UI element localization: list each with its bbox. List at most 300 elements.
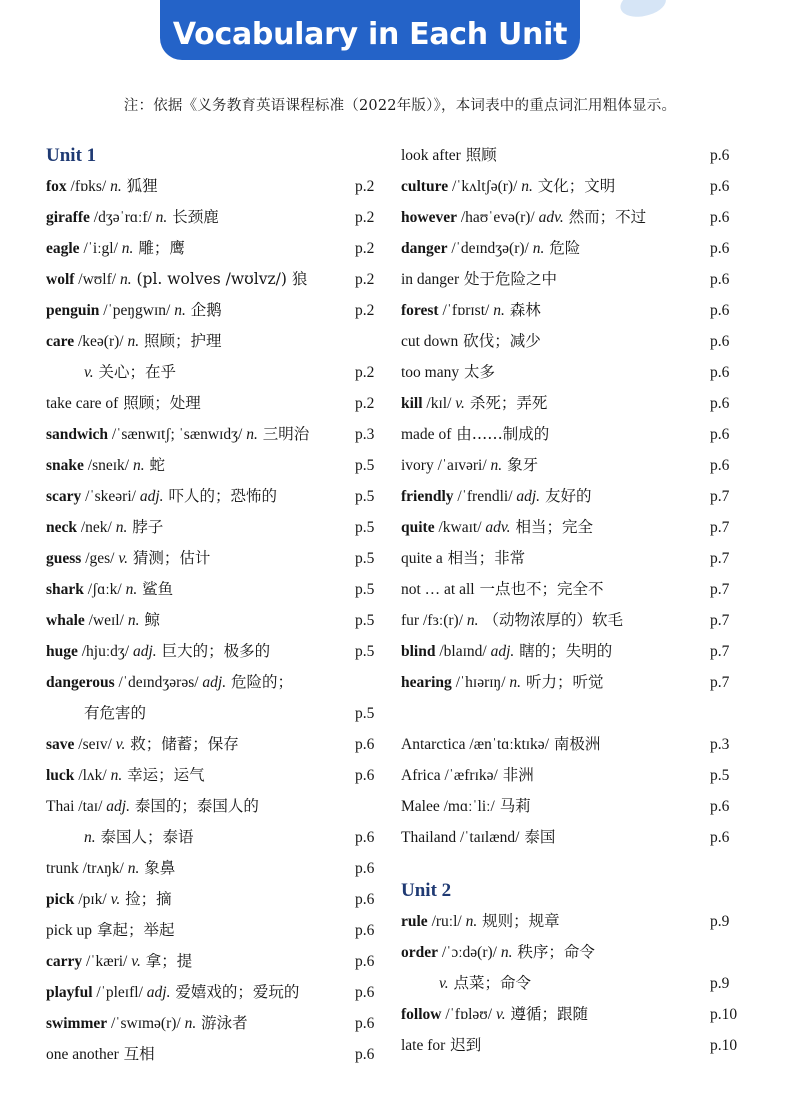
entry-phonetic: /ˈswɪmə(r)/: [107, 1015, 181, 1032]
entry-word: kill: [401, 395, 423, 412]
entry-word: cut down: [401, 333, 459, 350]
entry-meaning: 拿起；举起: [92, 921, 175, 939]
entry-meaning: 企鹅: [185, 301, 222, 319]
entry-page-number: p.7: [710, 488, 730, 505]
entry-meaning: 砍伐；减少: [458, 332, 541, 350]
vocabulary-entry: [46, 667, 401, 698]
entry-phonetic: /dʒəˈrɑːf/: [89, 209, 152, 226]
vocabulary-entry: [46, 977, 401, 1008]
entry-page-number: p.6: [710, 457, 730, 474]
entry-page-number: p.5: [355, 488, 375, 505]
entry-word: carry: [46, 953, 83, 970]
entry-word: culture: [401, 178, 449, 195]
entry-phonetic: /hjuːdʒ/: [77, 643, 130, 660]
entry-text: [46, 574, 355, 605]
entry-meaning: 泰国: [519, 828, 556, 846]
entry-word: made of: [401, 426, 452, 443]
vocabulary-entry: [46, 326, 401, 357]
entry-phonetic: /lʌk/: [74, 767, 107, 784]
entry-phonetic: /ʃɑːk/: [83, 581, 122, 598]
entry-meaning: 非洲: [497, 766, 534, 784]
vocabulary-entry: [46, 822, 401, 853]
entry-meaning: 鲨鱼: [137, 580, 174, 598]
entry-page-number: p.5: [355, 550, 375, 567]
vocabulary-entry: [401, 667, 756, 698]
entry-word: giraffe: [46, 209, 90, 226]
entry-part-of-speech: n.: [505, 674, 522, 691]
entry-text: [46, 512, 355, 543]
entry-page-number: p.6: [355, 1015, 375, 1032]
entry-part-of-speech: n.: [123, 333, 140, 350]
entry-meaning: （动物浓厚的）软毛: [478, 611, 623, 629]
entry-page-number: p.5: [355, 519, 375, 536]
entry-text: [46, 171, 355, 202]
entry-meaning: 迟到: [445, 1036, 482, 1054]
entry-part-of-speech: v.: [111, 736, 126, 753]
entry-text: [46, 667, 355, 698]
unit-heading-unit-2: Unit 2: [401, 880, 452, 901]
entry-page-number: p.7: [710, 550, 730, 567]
entry-word: shark: [46, 581, 84, 598]
entry-meaning: 文化；文明: [532, 177, 616, 195]
entry-word: scary: [46, 488, 82, 505]
entry-text: [46, 636, 355, 667]
entry-part-of-speech: adv.: [481, 519, 511, 536]
entry-word: late for: [401, 1037, 446, 1054]
vocabulary-entry: [401, 906, 756, 937]
entry-meaning: 蛇: [144, 456, 166, 474]
entry-part-of-speech: n.: [106, 767, 123, 784]
decorative-blob-icon: [617, 0, 668, 22]
entry-page-number: p.7: [710, 519, 730, 536]
vocabulary-entry: [46, 419, 401, 450]
vocabulary-entry: [401, 574, 756, 605]
entry-meaning: 照顾: [460, 146, 497, 164]
entry-part-of-speech: n.: [106, 178, 122, 195]
entry-text: [46, 450, 355, 481]
entry-phonetic: /blaɪnd/: [435, 643, 487, 660]
entry-text: [401, 481, 710, 512]
entry-page-number: p.6: [355, 767, 375, 784]
entry-meaning: 关心；在乎: [93, 363, 177, 381]
entry-part-of-speech: adv.: [534, 209, 564, 226]
entry-phonetic: /weɪl/: [84, 612, 124, 629]
entry-meaning: 游泳者: [196, 1014, 248, 1032]
entry-page-number: p.5: [355, 581, 375, 598]
entry-part-of-speech: v.: [127, 953, 141, 970]
entry-part-of-speech: n.: [170, 302, 186, 319]
entry-text: [46, 884, 355, 915]
vocabulary-entry: [401, 605, 756, 636]
entry-meaning: 救；储蓄；保存: [125, 735, 239, 753]
entry-word: dangerous: [46, 674, 115, 691]
vocabulary-entry: [46, 512, 401, 543]
entry-meaning: 听力；听觉: [521, 673, 604, 691]
entry-text: [46, 977, 355, 1008]
entry-page-number: p.10: [710, 1006, 738, 1023]
entry-phonetic: /ˈsænwɪtʃ; ˈsænwɪdʒ/: [108, 426, 243, 443]
vocabulary-entry: [401, 264, 756, 295]
entry-text: [46, 326, 355, 357]
entry-text: [46, 357, 355, 388]
entry-meaning: 雕；鹰: [133, 239, 185, 257]
entry-phonetic: /haʊˈevə(r)/: [456, 209, 535, 226]
vocabulary-entry: [46, 388, 401, 419]
entry-meaning: 巨大的；极多的: [156, 642, 271, 660]
entry-word: Thailand: [401, 829, 457, 846]
vocabulary-entry: [46, 853, 401, 884]
entry-page-number: p.6: [355, 953, 375, 970]
entry-text: [401, 388, 710, 419]
entry-phonetic: /ˈaɪvəri/: [433, 457, 487, 474]
section-gap-2: [401, 853, 756, 875]
vocabulary-columns: [0, 140, 800, 1070]
entry-meaning: 狐狸: [121, 177, 158, 195]
entry-meaning: 遵循；跟随: [505, 1005, 589, 1023]
vocabulary-entry: [46, 450, 401, 481]
entry-page-number: p.5: [355, 705, 375, 722]
entry-meaning: 一点也不；完全不: [474, 580, 604, 598]
entry-page-number: p.2: [355, 302, 375, 319]
entry-meaning: 瞎的；失明的: [514, 642, 613, 660]
vocabulary-entry: [401, 357, 756, 388]
entry-text: [401, 326, 710, 357]
entry-page-number: p.2: [355, 395, 375, 412]
entry-meaning: 爱嬉戏的；爱玩的: [170, 983, 300, 1001]
entry-text: [46, 481, 355, 512]
entry-page-number: p.7: [710, 581, 730, 598]
vocabulary-entry: [401, 822, 756, 853]
entry-meaning: 互相: [118, 1045, 155, 1063]
entry-text: [401, 667, 710, 698]
entry-meaning: 由……制成的: [451, 425, 550, 443]
entry-page-number: p.6: [710, 829, 730, 846]
entry-part-of-speech: n.: [489, 302, 505, 319]
entry-meaning: 泰国人；泰语: [95, 828, 194, 846]
entry-meaning: (pl. wolves /wʊlvz/) 狼: [131, 270, 308, 288]
entry-word: Antarctica: [401, 736, 466, 753]
vocabulary-entry: [401, 512, 756, 543]
entry-part-of-speech: n.: [242, 426, 258, 443]
vocabulary-entry: [46, 946, 401, 977]
entry-word: in danger: [401, 271, 460, 288]
entry-page-number: p.6: [710, 395, 730, 412]
entry-word: hearing: [401, 674, 452, 691]
entry-text: [46, 915, 355, 946]
entry-phonetic: /ˈkæri/: [82, 953, 128, 970]
standards-note: 注：依据《义务教育英语课程标准（2022年版）》，本词表中的重点词汇用粗体显示。: [123, 98, 677, 114]
entry-word: danger: [401, 240, 448, 257]
left-column: [46, 140, 401, 1070]
entry-meaning: 吓人的；恐怖的: [163, 487, 277, 505]
vocabulary-entry: [401, 636, 756, 667]
entry-meaning: 规则；规章: [477, 912, 560, 930]
entry-word: sandwich: [46, 426, 109, 443]
entry-part-of-speech: v.: [492, 1006, 506, 1023]
entry-phonetic: /ˈtaɪlænd/: [456, 829, 520, 846]
entry-word: follow: [401, 1006, 442, 1023]
entry-text: [401, 202, 710, 233]
entry-text: [46, 1039, 355, 1070]
entry-text: [46, 760, 355, 791]
vocabulary-entry: [46, 171, 401, 202]
entry-meaning: 泰国的；泰国人的: [129, 797, 259, 815]
entry-word: not … at all: [401, 581, 475, 598]
vocabulary-entry: [401, 791, 756, 822]
entry-phonetic: /ˈfɒləʊ/: [441, 1006, 493, 1023]
entry-page-number: p.6: [710, 271, 730, 288]
entry-page-number: p.3: [355, 426, 375, 443]
vocabulary-entry: [401, 481, 756, 512]
entry-text: [46, 698, 355, 729]
entry-page-number: p.10: [710, 1037, 738, 1054]
vocabulary-entry: [401, 233, 756, 264]
entry-text: [401, 357, 710, 388]
entry-meaning: 鲸: [139, 611, 160, 629]
entry-phonetic: /ˈpeŋgwɪn/: [99, 302, 171, 319]
entry-word: luck: [46, 767, 75, 784]
entry-phonetic: /ˈdeɪndʒə(r)/: [447, 240, 529, 257]
entry-part-of-speech: v.: [439, 975, 449, 992]
entry-page-number: p.7: [710, 674, 730, 691]
entry-phonetic: /ˈɔːdə(r)/: [438, 944, 497, 961]
entry-phonetic: /pɪk/: [74, 891, 107, 908]
entry-meaning: 相当；非常: [442, 549, 526, 567]
entry-page-number: p.6: [710, 178, 730, 195]
entry-word: huge: [46, 643, 78, 660]
entry-word: swimmer: [46, 1015, 108, 1032]
entry-word: fox: [46, 178, 67, 195]
entry-text: [46, 1008, 355, 1039]
vocabulary-entry: [401, 760, 756, 791]
vocabulary-entry: [46, 698, 401, 729]
vocabulary-entry: [46, 233, 401, 264]
entry-word: friendly: [401, 488, 454, 505]
vocabulary-entry: [401, 419, 756, 450]
entry-part-of-speech: n.: [111, 519, 128, 536]
entry-word: neck: [46, 519, 77, 536]
entry-page-number: p.9: [710, 913, 730, 930]
entry-word: look after: [401, 147, 461, 164]
entry-meaning: 友好的: [540, 487, 592, 505]
vocabulary-entry: [401, 1030, 756, 1061]
entry-word: order: [401, 944, 439, 961]
entry-phonetic: /ruːl/: [427, 913, 462, 930]
entry-meaning: 象牙: [502, 456, 539, 474]
entry-word: guess: [46, 550, 82, 567]
vocabulary-entry: [401, 295, 756, 326]
entry-meaning: 处于危险之中: [459, 270, 558, 288]
entry-word: Africa: [401, 767, 441, 784]
entry-part-of-speech: n.: [117, 240, 134, 257]
entry-meaning: 南极洲: [549, 735, 601, 753]
section-gap: [401, 698, 756, 729]
entry-text: [401, 140, 710, 171]
entry-part-of-speech: n.: [123, 860, 140, 877]
entry-meaning: 有危害的: [84, 704, 147, 722]
entry-part-of-speech: n.: [121, 581, 138, 598]
entry-text: [401, 760, 710, 791]
vocabulary-entry: [46, 295, 401, 326]
entry-text: [46, 791, 355, 822]
vocabulary-entry: [46, 574, 401, 605]
entry-page-number: p.5: [710, 767, 730, 784]
entry-text: [401, 512, 710, 543]
entry-word: ivory: [401, 457, 434, 474]
entry-part-of-speech: adj.: [142, 984, 171, 1001]
entry-meaning: 危险: [544, 239, 581, 257]
entry-part-of-speech: n.: [463, 612, 479, 629]
entry-text: [46, 822, 355, 853]
entry-word: trunk: [46, 860, 79, 877]
entry-word: fur: [401, 612, 420, 629]
entry-text: [401, 636, 710, 667]
entry-text: [46, 295, 355, 326]
entry-page-number: p.7: [710, 612, 730, 629]
entry-phonetic: /ænˈtɑːktɪkə/: [465, 736, 549, 753]
entry-page-number: p.6: [355, 922, 375, 939]
entry-text: [401, 233, 710, 264]
entry-page-number: p.6: [710, 302, 730, 319]
vocabulary-entry: [46, 264, 401, 295]
entry-phonetic: /fɜː(r)/: [419, 612, 464, 629]
entry-text: [46, 946, 355, 977]
entry-text: [401, 574, 710, 605]
entry-text: [401, 937, 710, 968]
entry-page-number: p.2: [355, 364, 375, 381]
entry-text: [401, 999, 710, 1030]
entry-part-of-speech: n.: [123, 612, 140, 629]
entry-part-of-speech: n.: [528, 240, 545, 257]
entry-word: blind: [401, 643, 436, 660]
entry-page-number: p.5: [355, 612, 375, 629]
vocabulary-entry: [401, 999, 756, 1030]
entry-part-of-speech: v.: [114, 550, 128, 567]
entry-page-number: p.2: [355, 271, 375, 288]
entry-page-number: p.6: [355, 984, 375, 1001]
entry-part-of-speech: adj.: [198, 674, 227, 691]
entry-page-number: p.2: [355, 209, 375, 226]
entry-page-number: p.6: [710, 364, 730, 381]
vocabulary-entry: [46, 884, 401, 915]
entry-phonetic: /mɑːˈliː/: [439, 798, 495, 815]
entry-text: [46, 419, 355, 450]
entry-meaning: 照顾；处理: [118, 394, 201, 412]
entry-word: snake: [46, 457, 84, 474]
entry-meaning: 危险的；: [226, 673, 294, 691]
entry-page-number: p.6: [710, 240, 730, 257]
entry-phonetic: /ˈhɪərɪŋ/: [451, 674, 506, 691]
vocabulary-entry: [46, 481, 401, 512]
entry-text: [46, 202, 355, 233]
vocabulary-entry: [46, 760, 401, 791]
entry-word: penguin: [46, 302, 100, 319]
entry-word: playful: [46, 984, 93, 1001]
entry-page-number: p.6: [710, 209, 730, 226]
entry-phonetic: /ˈskeəri/: [81, 488, 136, 505]
vocabulary-entry: [401, 326, 756, 357]
entry-text: [46, 543, 355, 574]
entry-text: [401, 295, 710, 326]
entry-page-number: p.6: [710, 798, 730, 815]
entry-meaning: 象鼻: [139, 859, 176, 877]
entry-phonetic: /keə(r)/: [74, 333, 124, 350]
entry-text: [401, 605, 710, 636]
entry-phonetic: /ˈpleɪfl/: [92, 984, 143, 1001]
vocabulary-entry: [46, 791, 401, 822]
entry-text: [46, 388, 355, 419]
entry-meaning: 然而；不过: [563, 208, 647, 226]
entry-word: pick: [46, 891, 75, 908]
entry-word: save: [46, 736, 75, 753]
entry-meaning: 照顾；护理: [139, 332, 222, 350]
entry-part-of-speech: n.: [461, 913, 478, 930]
entry-page-number: p.5: [355, 457, 375, 474]
unit-heading-unit-1: Unit 1: [46, 145, 97, 166]
vocabulary-entry: [401, 543, 756, 574]
entry-phonetic: /wʊlf/: [74, 271, 117, 288]
entry-text: [401, 906, 710, 937]
entry-meaning: 三明治: [257, 425, 310, 443]
entry-part-of-speech: adj.: [102, 798, 130, 815]
entry-phonetic: /sneɪk/: [83, 457, 130, 474]
entry-word: eagle: [46, 240, 80, 257]
entry-text: [401, 264, 710, 295]
vocabulary-entry: [401, 968, 756, 999]
entry-meaning: 猜测；估计: [127, 549, 211, 567]
vocabulary-entry: [46, 729, 401, 760]
entry-text: [401, 1030, 710, 1061]
entry-phonetic: /trʌŋk/: [78, 860, 124, 877]
vocabulary-entry: [46, 543, 401, 574]
entry-part-of-speech: v.: [451, 395, 465, 412]
vocabulary-entry: [46, 915, 401, 946]
entry-page-number: p.7: [710, 643, 730, 660]
entry-phonetic: /taɪ/: [74, 798, 103, 815]
entry-part-of-speech: n.: [84, 829, 96, 846]
entry-page-number: p.6: [355, 736, 375, 753]
entry-text: [46, 264, 355, 295]
entry-part-of-speech: v.: [106, 891, 121, 908]
entry-word: too many: [401, 364, 460, 381]
entry-page-number: p.6: [710, 333, 730, 350]
entry-page-number: p.6: [710, 426, 730, 443]
entry-part-of-speech: n.: [496, 944, 513, 961]
entry-part-of-speech: adj.: [135, 488, 164, 505]
vocabulary-entry: [46, 605, 401, 636]
vocabulary-entry: [46, 357, 401, 388]
vocabulary-entry: [401, 140, 756, 171]
entry-page-number: p.9: [710, 975, 730, 992]
page-title: Vocabulary in Each Unit: [172, 17, 568, 52]
entry-meaning: 森林: [504, 301, 541, 319]
entry-word: take care of: [46, 395, 119, 412]
entry-phonetic: /nek/: [77, 519, 112, 536]
entry-part-of-speech: n.: [180, 1015, 197, 1032]
entry-meaning: 杀死；弄死: [464, 394, 548, 412]
entry-text: [401, 450, 710, 481]
entry-phonetic: /ges/: [81, 550, 115, 567]
vocabulary-entry: [46, 636, 401, 667]
right-column: [401, 140, 756, 1070]
entry-meaning: 相当；完全: [510, 518, 593, 536]
entry-phonetic: /ˈfɒrɪst/: [438, 302, 490, 319]
entry-phonetic: /ˈfrendli/: [453, 488, 513, 505]
entry-meaning: 脖子: [127, 518, 164, 536]
entry-text: [401, 968, 710, 999]
entry-meaning: 太多: [459, 363, 496, 381]
entry-text: [46, 729, 355, 760]
